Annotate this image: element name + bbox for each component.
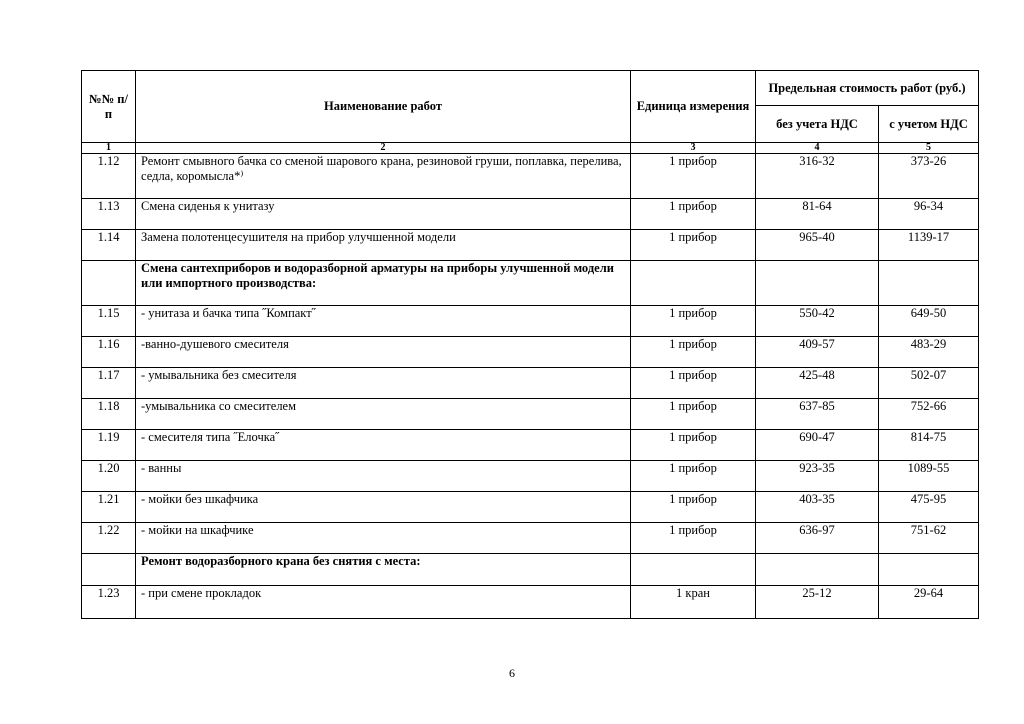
row-unit: 1 прибор xyxy=(631,368,756,399)
table-row xyxy=(82,337,979,368)
row-price-with-vat: 751-62 xyxy=(879,523,979,554)
row-name: Ремонт смывного бачка со сменой шарового крана, резиновой груши, поплавка, перелива, седла, коромысла*⁾ xyxy=(136,154,631,199)
section-unit-cell xyxy=(631,554,756,586)
table-row xyxy=(82,492,979,523)
section-row xyxy=(82,554,979,586)
row-price-with-vat: 475-95 xyxy=(879,492,979,523)
table-row xyxy=(82,430,979,461)
row-num: 1.19 xyxy=(82,430,136,461)
section-with-vat-cell xyxy=(879,554,979,586)
row-price-with-vat: 649-50 xyxy=(879,306,979,337)
row-name: - ванны xyxy=(136,461,631,492)
row-name: - умывальника без смесителя xyxy=(136,368,631,399)
row-name: - мойки на шкафчике xyxy=(136,523,631,554)
price-table xyxy=(81,70,979,619)
col-number: 2 xyxy=(136,143,631,154)
section-with-vat-cell xyxy=(879,261,979,306)
row-price-no-vat: 316-32 xyxy=(756,154,879,199)
row-name: - при смене прокладок xyxy=(136,586,631,619)
row-price-no-vat: 81-64 xyxy=(756,199,879,230)
row-price-with-vat: 1089-55 xyxy=(879,461,979,492)
row-price-no-vat: 403-35 xyxy=(756,492,879,523)
row-num: 1.20 xyxy=(82,461,136,492)
row-num: 1.14 xyxy=(82,230,136,261)
row-unit: 1 прибор xyxy=(631,199,756,230)
table-row xyxy=(82,368,979,399)
row-unit: 1 прибор xyxy=(631,399,756,430)
row-price-no-vat: 409-57 xyxy=(756,337,879,368)
row-unit: 1 прибор xyxy=(631,523,756,554)
table-row xyxy=(82,399,979,430)
row-price-no-vat: 550-42 xyxy=(756,306,879,337)
col-number: 1 xyxy=(82,143,136,154)
row-name: - унитаза и бачка типа ˝Компакт˝ xyxy=(136,306,631,337)
row-unit: 1 прибор xyxy=(631,306,756,337)
table-row xyxy=(82,154,979,199)
row-price-no-vat: 425-48 xyxy=(756,368,879,399)
table-row xyxy=(82,523,979,554)
row-price-no-vat: 637-85 xyxy=(756,399,879,430)
row-price-with-vat: 752-66 xyxy=(879,399,979,430)
header-with-vat: с учетом НДС xyxy=(879,106,979,143)
row-unit: 1 прибор xyxy=(631,230,756,261)
row-price-with-vat: 1139-17 xyxy=(879,230,979,261)
table-row xyxy=(82,461,979,492)
row-price-no-vat: 923-35 xyxy=(756,461,879,492)
table-row xyxy=(82,199,979,230)
header-price: Предельная стоимость работ (руб.) xyxy=(756,71,979,106)
row-name: -ванно-душевого смесителя xyxy=(136,337,631,368)
row-num: 1.18 xyxy=(82,399,136,430)
row-name: - мойки без шкафчика xyxy=(136,492,631,523)
page-number: 6 xyxy=(509,666,515,680)
section-row xyxy=(82,261,979,306)
section-num-cell xyxy=(82,261,136,306)
table-row xyxy=(82,306,979,337)
row-num: 1.23 xyxy=(82,586,136,619)
section-num-cell xyxy=(82,554,136,586)
row-price-with-vat: 483-29 xyxy=(879,337,979,368)
row-price-no-vat: 690-47 xyxy=(756,430,879,461)
row-price-no-vat: 636-97 xyxy=(756,523,879,554)
row-price-with-vat: 373-26 xyxy=(879,154,979,199)
row-price-with-vat: 29-64 xyxy=(879,586,979,619)
row-name: -умывальника со смесителем xyxy=(136,399,631,430)
row-price-no-vat: 965-40 xyxy=(756,230,879,261)
row-price-no-vat: 25-12 xyxy=(756,586,879,619)
row-unit: 1 прибор xyxy=(631,492,756,523)
section-no-vat-cell xyxy=(756,554,879,586)
header-num: №№ п/п xyxy=(82,71,136,143)
row-num: 1.13 xyxy=(82,199,136,230)
col-number: 4 xyxy=(756,143,879,154)
row-unit: 1 прибор xyxy=(631,154,756,199)
row-num: 1.22 xyxy=(82,523,136,554)
section-unit-cell xyxy=(631,261,756,306)
row-price-with-vat: 502-07 xyxy=(879,368,979,399)
row-unit: 1 прибор xyxy=(631,461,756,492)
row-name: - смесителя типа ˝Елочка˝ xyxy=(136,430,631,461)
row-name: Замена полотенцесушителя на прибор улучшенной модели xyxy=(136,230,631,261)
row-num: 1.12 xyxy=(82,154,136,199)
section-no-vat-cell xyxy=(756,261,879,306)
col-number: 5 xyxy=(879,143,979,154)
header-name: Наименование работ xyxy=(136,71,631,143)
row-num: 1.21 xyxy=(82,492,136,523)
header-unit: Единица измерения xyxy=(631,71,756,143)
table-row xyxy=(82,230,979,261)
table-row xyxy=(82,586,979,619)
header-no-vat: без учета НДС xyxy=(756,106,879,143)
row-num: 1.15 xyxy=(82,306,136,337)
row-name: Смена сиденья к унитазу xyxy=(136,199,631,230)
row-unit: 1 кран xyxy=(631,586,756,619)
row-num: 1.17 xyxy=(82,368,136,399)
col-number: 3 xyxy=(631,143,756,154)
row-unit: 1 прибор xyxy=(631,337,756,368)
section-title: Ремонт водоразборного крана без снятия с места: xyxy=(136,554,631,586)
row-price-with-vat: 814-75 xyxy=(879,430,979,461)
row-num: 1.16 xyxy=(82,337,136,368)
section-title: Смена сантехприборов и водоразборной арматуры на приборы улучшенной модели или импортного производства: xyxy=(136,261,631,306)
row-unit: 1 прибор xyxy=(631,430,756,461)
row-price-with-vat: 96-34 xyxy=(879,199,979,230)
